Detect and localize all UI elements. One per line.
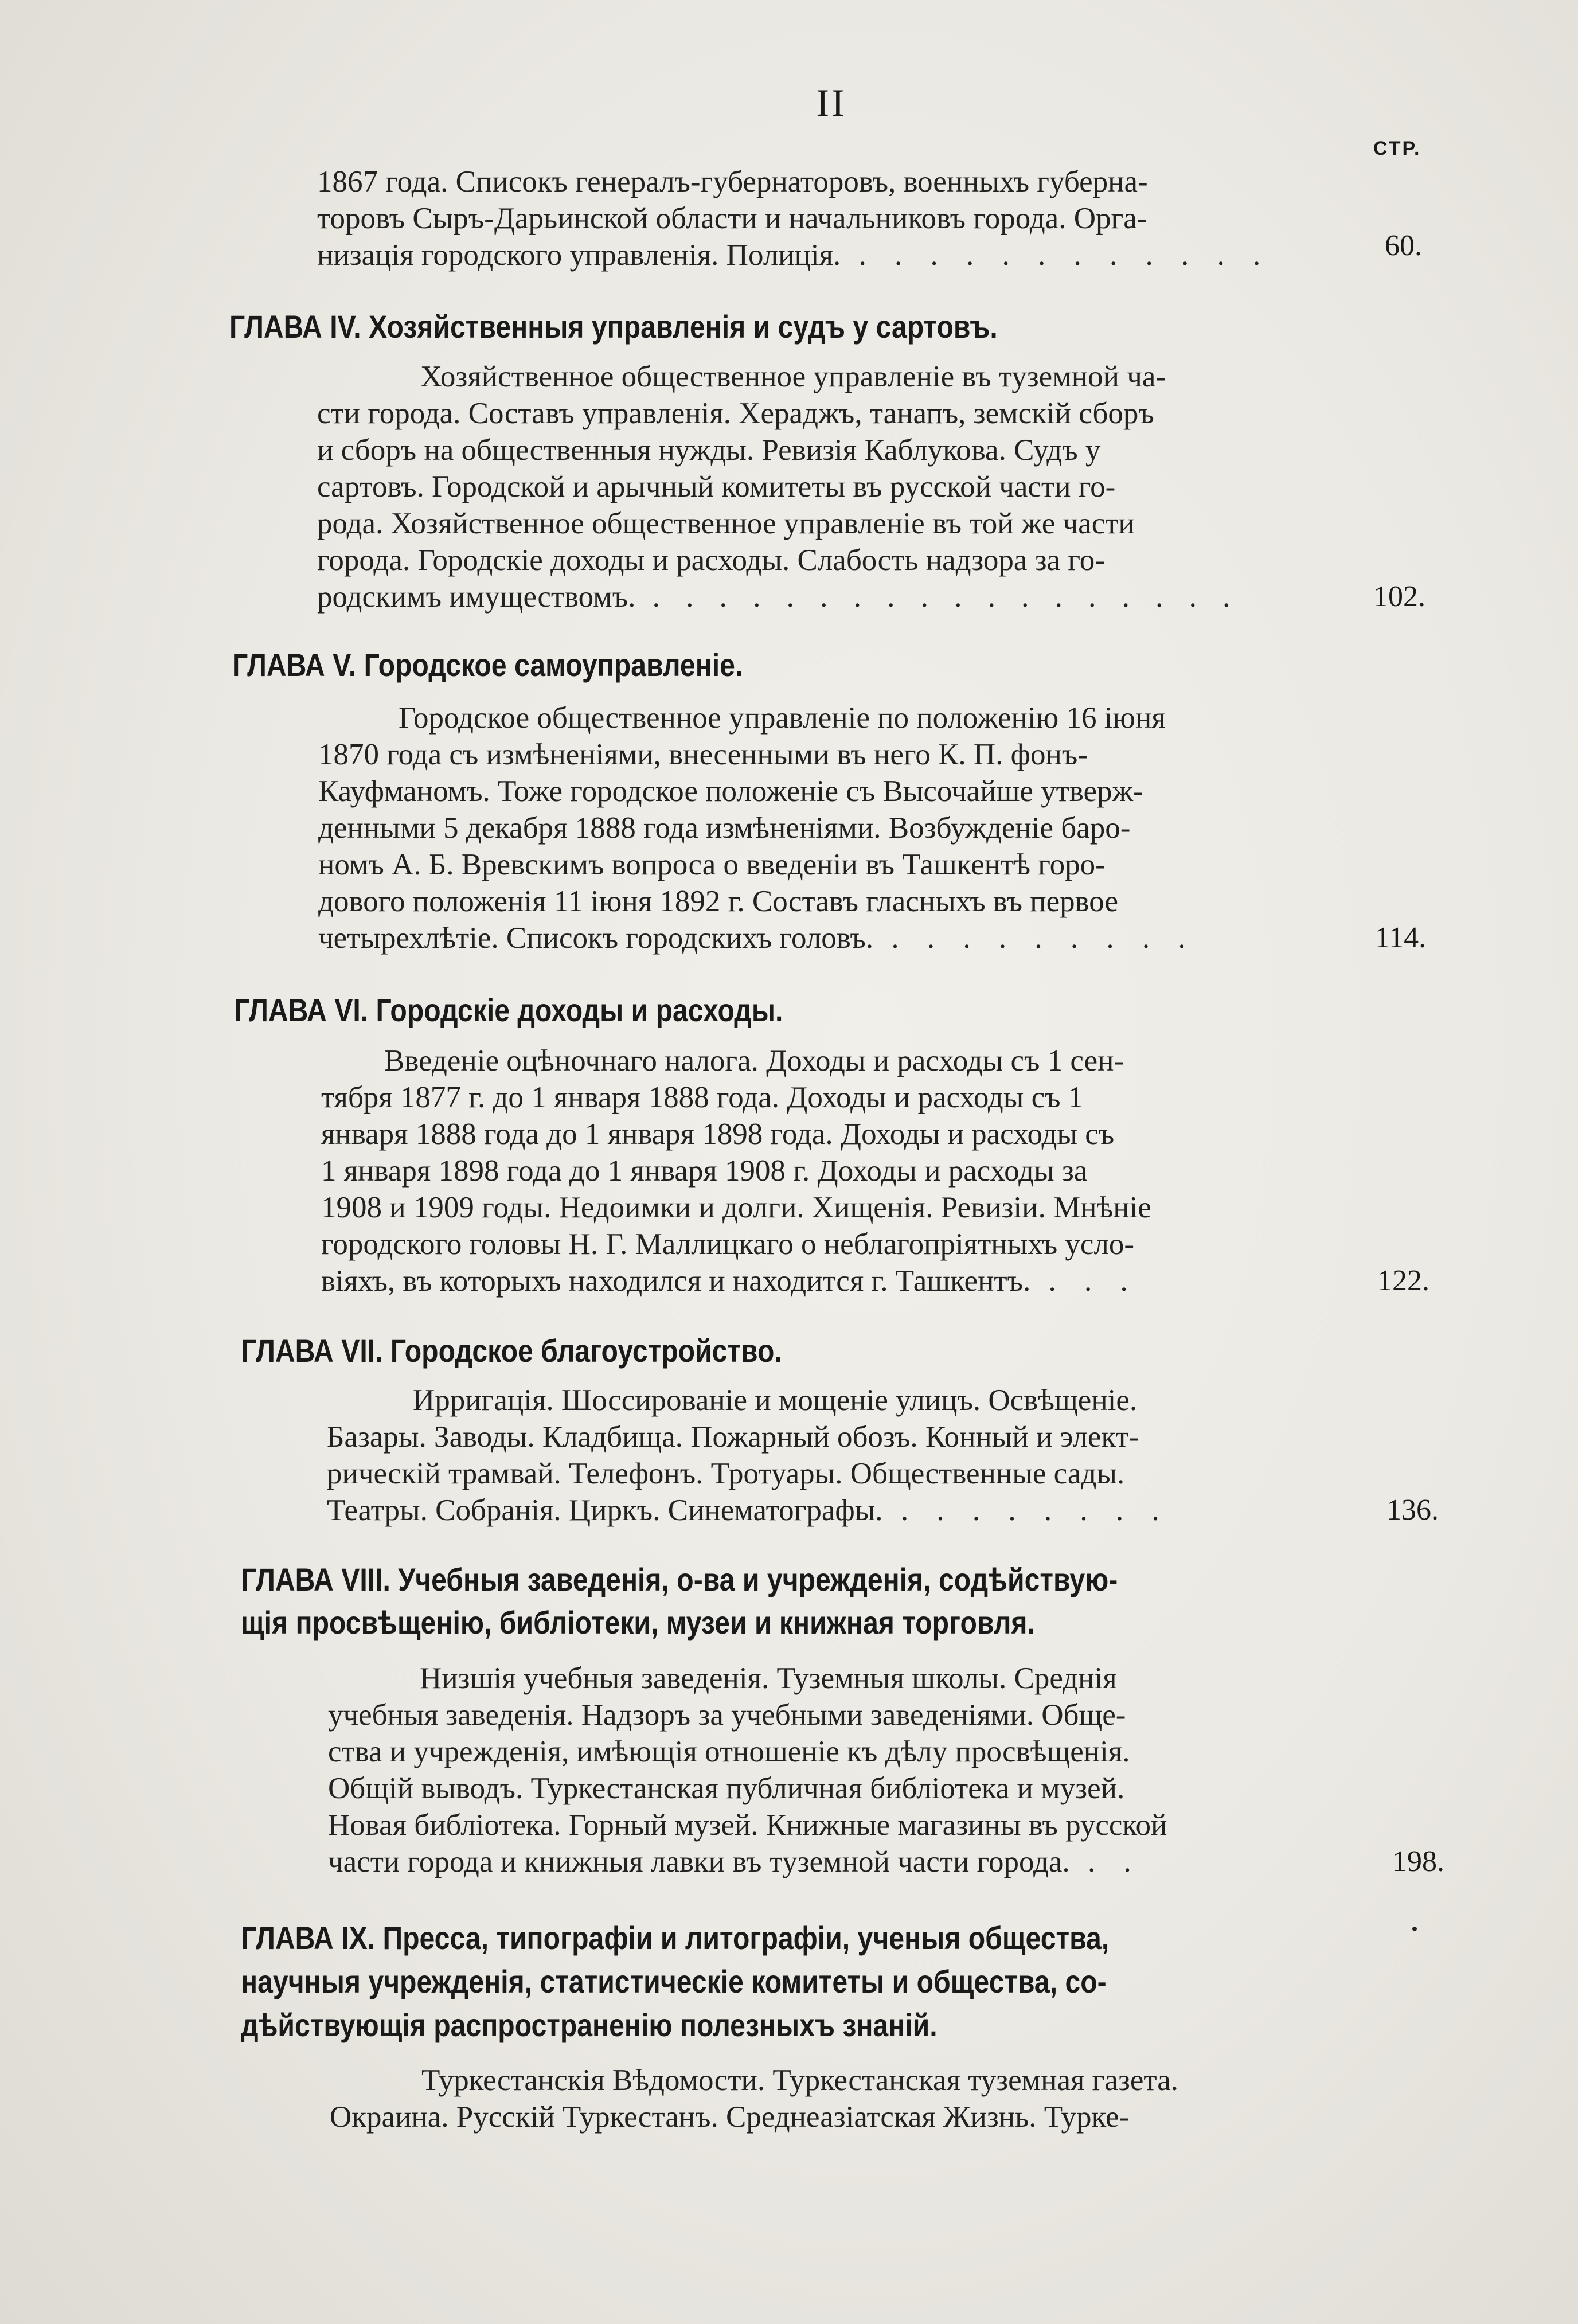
text-line: рическій трамвай. Телефонъ. Тротуары. Общественные сады. bbox=[327, 1457, 1125, 1490]
text-line-leader: віяхъ, въ которыхъ находился и находится г. Ташкентъ. . . . bbox=[321, 1264, 1138, 1298]
text-line: Новая библіотека. Горный музей. Книжные магазины въ русской bbox=[328, 1809, 1167, 1842]
stray-mark bbox=[1412, 1927, 1417, 1931]
chapter-heading-cont: научныя учрежденія, статистическіе комитеты и общества, со- bbox=[241, 1963, 1107, 1999]
text-line: 1 января 1898 года до 1 января 1908 г. Доходы и расходы за bbox=[321, 1154, 1088, 1188]
chapter-text bbox=[321, 1042, 1353, 1299]
text-line: ства и учрежденія, имѣющія отношеніе къ дѣлу просвѣщенія. bbox=[328, 1735, 1130, 1768]
page-ref: 136. bbox=[1386, 1494, 1439, 1526]
text-line: города. Городскіе доходы и расходы. Слабость надзора за го- bbox=[317, 544, 1105, 577]
text-line: и сборъ на общественныя нужды. Ревизія Каблукова. Судъ у bbox=[317, 433, 1101, 467]
text-line-leader: родскимъ имуществомъ. . . . . . . . . . . . . . . . . . . bbox=[317, 580, 1240, 614]
page-number: II bbox=[816, 81, 847, 124]
intro-text bbox=[317, 163, 1343, 274]
text-line: низація городского управленія. Полиція. bbox=[317, 239, 841, 272]
chapter-text bbox=[318, 700, 1350, 956]
chapter-heading: ГЛАВА IV. Хозяйственныя управленія и судъ у сартовъ. bbox=[229, 308, 998, 345]
text-line: віяхъ, въ которыхъ находился и находится г. Ташкентъ. bbox=[321, 1264, 1031, 1298]
text-line: дового положенія 11 іюня 1892 г. Составъ гласныхъ въ первое bbox=[318, 885, 1118, 918]
page-ref: 122. bbox=[1377, 1264, 1429, 1297]
text-line: рода. Хозяйственное общественное управленіе въ той же части bbox=[317, 507, 1135, 540]
text-line: Театры. Собранія. Циркъ. Синематографы. bbox=[327, 1494, 883, 1527]
text-line: номъ А. Б. Вревскимъ вопроса о введеніи въ Ташкентѣ горо- bbox=[318, 848, 1106, 881]
text-line: Общій выводъ. Туркестанская публичная библіотека и музей. bbox=[328, 1772, 1125, 1805]
page-ref: 102. bbox=[1373, 580, 1425, 613]
chapter-text bbox=[330, 2062, 1362, 2135]
text-line: Низшія учебныя заведенія. Туземныя школы. Среднія bbox=[420, 1662, 1117, 1695]
chapter-heading: ГЛАВА VI. Городскіе доходы и расходы. bbox=[234, 992, 783, 1028]
text-line: тября 1877 г. до 1 января 1888 года. Доходы и расходы съ 1 bbox=[321, 1081, 1084, 1114]
chapter-text bbox=[317, 358, 1349, 615]
text-line: Хозяйственное общественное управленіе въ туземной ча- bbox=[420, 360, 1166, 393]
chapter-text bbox=[327, 1382, 1359, 1529]
page-ref: 114. bbox=[1375, 921, 1427, 954]
text-line: 1867 года. Списокъ генералъ-губернаторовъ, военныхъ губерна- bbox=[317, 165, 1148, 198]
chapter-heading: ГЛАВА VIII. Учебныя заведенія, о-ва и учрежденія, содѣйствую- bbox=[241, 1561, 1118, 1597]
page-column-header: СТР. bbox=[1373, 138, 1421, 159]
text-line-leader: низація городского управленія. Полиція. . . . . . . . . . . . . bbox=[317, 239, 1271, 272]
text-line: 1908 и 1909 годы. Недоимки и долги. Хищенія. Ревизіи. Мнѣніе bbox=[321, 1191, 1151, 1224]
chapter-heading: ГЛАВА VII. Городское благоустройство. bbox=[241, 1333, 782, 1369]
text-line: Базары. Заводы. Кладбища. Пожарный обозъ. Конный и элект- bbox=[327, 1420, 1139, 1454]
text-line: Туркестанскія Вѣдомости. Туркестанская туземная газета. bbox=[421, 2064, 1178, 2097]
text-line-leader: Театры. Собранія. Циркъ. Синематографы. . . . . . . . . bbox=[327, 1494, 1170, 1527]
text-line: части города и книжныя лавки въ туземной части города. bbox=[328, 1845, 1070, 1878]
text-line: 1870 года съ измѣненіями, внесенными въ него К. П. фонъ- bbox=[318, 738, 1088, 771]
chapter-heading-cont: дѣйствующія распространенію полезныхъ знаній. bbox=[241, 2007, 938, 2043]
chapter-heading-cont: щія просвѣщенію, библіотеки, музеи и книжная торговля. bbox=[241, 1604, 1035, 1641]
chapter-heading: ГЛАВА IX. Пресса, типографіи и литографіи, ученыя общества, bbox=[241, 1920, 1110, 1956]
text-line-leader: части города и книжныя лавки въ туземной части города. . . bbox=[328, 1845, 1142, 1878]
text-line-leader: четырехлѣтіе. Списокъ городскихъ головъ. . . . . . . . . . bbox=[318, 921, 1196, 955]
text-line: торовъ Сыръ-Дарьинской области и начальниковъ города. Орга- bbox=[317, 202, 1147, 235]
text-line: Окраина. Русскій Туркестанъ. Среднеазіатская Жизнь. Турке- bbox=[330, 2100, 1130, 2134]
text-line: городского головы Н. Г. Маллицкаго о неблагопріятныхъ усло- bbox=[321, 1228, 1135, 1261]
text-line: сти города. Составъ управленія. Хераджъ, танапъ, земскій сборъ bbox=[317, 397, 1154, 430]
text-line: Ирригація. Шоссированіе и мощеніе улицъ. Освѣщеніе. bbox=[413, 1384, 1138, 1417]
page-ref: 198. bbox=[1392, 1845, 1444, 1878]
text-line: января 1888 года до 1 января 1898 года. Доходы и расходы съ bbox=[321, 1118, 1115, 1151]
text-line: сартовъ. Городской и арычный комитеты въ русской части го- bbox=[317, 470, 1116, 503]
chapter-text bbox=[328, 1660, 1360, 1880]
text-line: Городское общественное управленіе по положенію 16 іюня bbox=[399, 701, 1166, 735]
text-line: родскимъ имуществомъ. bbox=[317, 580, 636, 614]
chapter-heading: ГЛАВА V. Городское самоуправленіе. bbox=[232, 647, 743, 683]
text-line: денными 5 декабря 1888 года измѣненіями. Возбужденіе баро- bbox=[318, 811, 1131, 845]
text-line: Введеніе оцѣночнаго налога. Доходы и расходы съ 1 сен- bbox=[384, 1044, 1124, 1077]
text-line: учебныя заведенія. Надзоръ за учебными заведеніями. Обще- bbox=[328, 1698, 1126, 1732]
page-ref: 60. bbox=[1385, 229, 1422, 262]
text-line: Кауфманомъ. Тоже городское положеніе съ Высочайше утверж- bbox=[318, 775, 1143, 808]
text-line: четырехлѣтіе. Списокъ городскихъ головъ. bbox=[318, 921, 874, 955]
